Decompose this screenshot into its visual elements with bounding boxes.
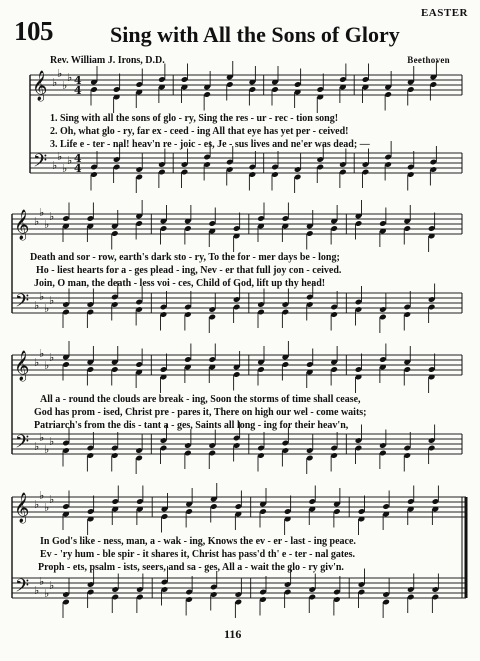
lyric-line: 1. Sing with all the sons of glo - ry, Sing the res - ur - rec - tion song! <box>50 113 339 124</box>
lyric-line: Patriarch's from the dis - tant a - ges, Saints all long - ing for their heav'n, <box>34 420 349 431</box>
treble-clef-icon: 𝄞 <box>14 210 30 240</box>
lyric-line: All a - round the clouds are break - ing, Soon the storms of time shall cease, <box>40 394 361 405</box>
flat-icon: ♭ <box>52 159 58 172</box>
flat-icon: ♭ <box>49 579 55 592</box>
bass-clef-icon: 𝄢 <box>15 291 30 316</box>
season-label: EASTER <box>420 7 468 19</box>
flat-icon: ♭ <box>57 67 63 80</box>
flat-icon: ♭ <box>49 351 55 364</box>
flat-icon: ♭ <box>62 79 68 92</box>
flat-icon: ♭ <box>34 440 40 453</box>
flat-icon: ♭ <box>34 498 40 511</box>
flat-icon: ♭ <box>49 493 55 506</box>
flat-icon: ♭ <box>44 218 50 231</box>
flat-icon: ♭ <box>49 294 55 307</box>
treble-clef-icon: 𝄞 <box>14 351 30 381</box>
author-credit: Rev. William J. Irons, D.D. <box>50 55 165 66</box>
flat-icon: ♭ <box>67 71 73 84</box>
bass-clef-icon: 𝄢 <box>15 576 30 601</box>
hymn-title: Sing with All the Sons of Glory <box>110 22 400 47</box>
flat-icon: ♭ <box>34 584 40 597</box>
flat-icon: ♭ <box>57 150 63 163</box>
flat-icon: ♭ <box>39 347 45 360</box>
time-signature: 4 <box>74 162 82 175</box>
treble-clef-icon: 𝄞 <box>32 71 48 101</box>
flat-icon: ♭ <box>34 356 40 369</box>
composer-credit: Beethoven <box>407 55 450 65</box>
flat-icon: ♭ <box>44 302 50 315</box>
lyric-line: Join, O man, the death - less voi - ces, Child of God, lift up thy head! <box>34 278 326 289</box>
lyric-line: 3. Life e - ter - nal! heav'n re - joic - es, Je - sus lives and ne'er was dead; — <box>50 139 370 150</box>
flat-icon: ♭ <box>44 501 50 514</box>
page-number: 116 <box>224 627 242 641</box>
lyric-line: God has prom - ised, Christ pre - pares it, There on high our wel - come waits; <box>34 407 367 418</box>
flat-icon: ♭ <box>52 76 58 89</box>
lyric-line: Death and sor - row, earth's dark sto - ry, To the for - mer days be - long; <box>30 252 340 263</box>
flat-icon: ♭ <box>39 489 45 502</box>
flat-icon: ♭ <box>49 210 55 223</box>
flat-icon: ♭ <box>39 431 45 444</box>
time-signature: 4 <box>74 84 82 97</box>
flat-icon: ♭ <box>67 154 73 167</box>
flat-icon: ♭ <box>34 299 40 312</box>
flat-icon: ♭ <box>39 290 45 303</box>
flat-icon: ♭ <box>62 162 68 175</box>
bass-clef-icon: 𝄢 <box>33 151 48 176</box>
time-signature: 4 <box>74 74 82 87</box>
bass-clef-icon: 𝄢 <box>15 432 30 457</box>
flat-icon: ♭ <box>49 435 55 448</box>
hymn-number: 105 <box>14 16 53 46</box>
flat-icon: ♭ <box>39 575 45 588</box>
lyric-line: Ev - 'ry hum - ble spir - it shares it, Christ has pass'd th' e - ter - nal gates. <box>40 549 356 560</box>
flat-icon: ♭ <box>34 215 40 228</box>
lyric-line: 2. Oh, what glo - ry, far ex - ceed - ing All that eye has yet per - ceived! <box>50 126 349 137</box>
lyric-line: Proph - ets, psalm - ists, seers, and sa - ges, All a - wait the glo - ry giv'n. <box>38 562 344 573</box>
flat-icon: ♭ <box>44 443 50 456</box>
lyric-line: Ho - liest hearts for a - ges plead - ing, Nev - er that full joy con - ceived. <box>36 265 342 276</box>
flat-icon: ♭ <box>39 206 45 219</box>
flat-icon: ♭ <box>44 587 50 600</box>
time-signature: 4 <box>74 152 82 165</box>
flat-icon: ♭ <box>44 359 50 372</box>
treble-clef-icon: 𝄞 <box>14 493 30 523</box>
lyric-line: In God's like - ness, man, a - wak - ing, Knows the ev - er - last - ing peace. <box>40 536 356 547</box>
